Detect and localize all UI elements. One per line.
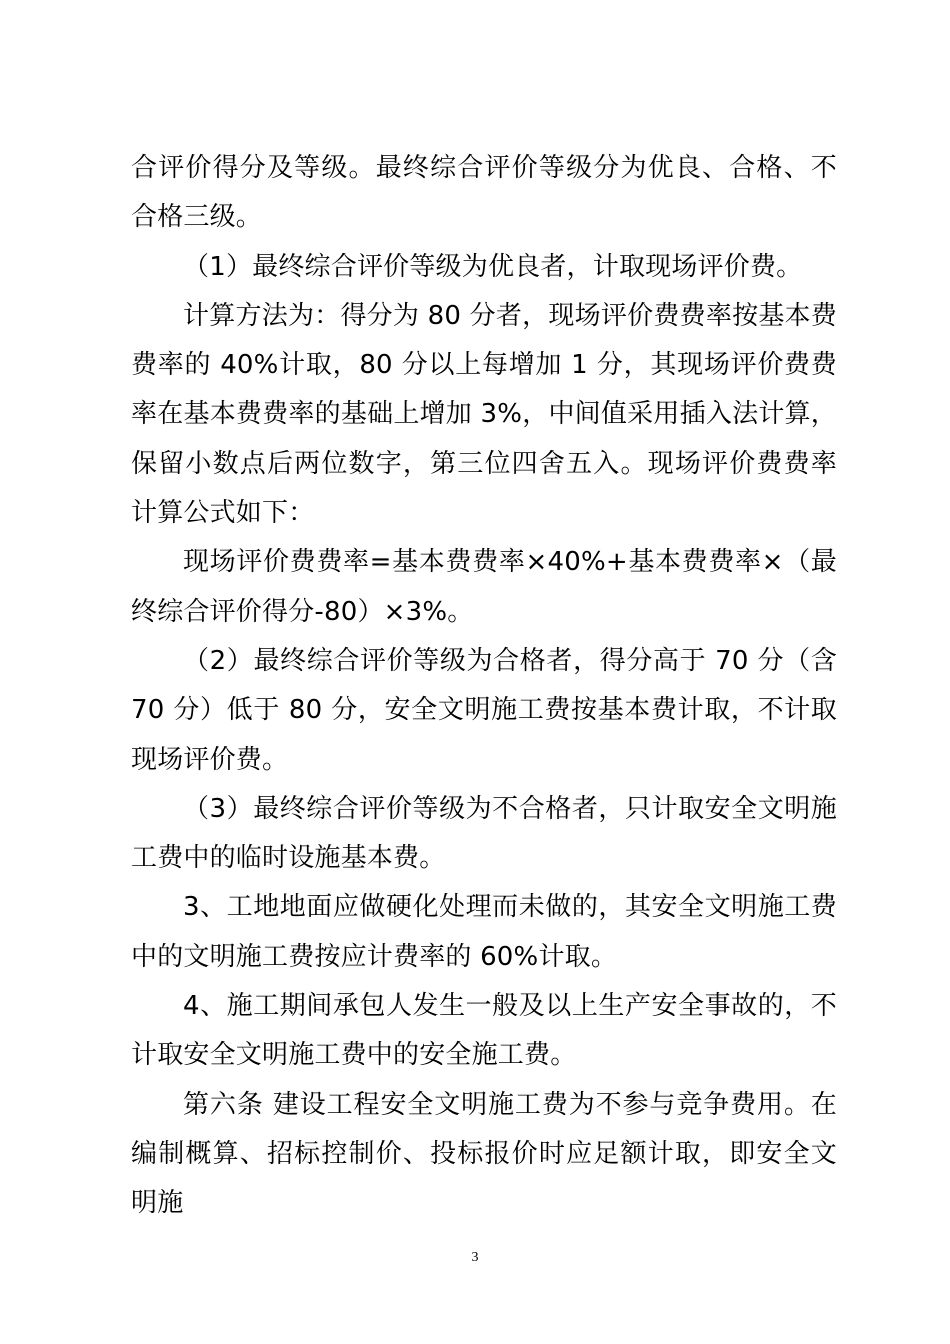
paragraph-9: 第六条 建设工程安全文明施工费为不参与竞争费用。在编制概算、招标控制价、投标报价时应足额计取，即安全文明施: [131, 1089, 837, 1219]
paragraph-2: （1）最终综合评价等级为优良者，计取现场评价费。: [183, 251, 803, 282]
paragraph-5: （2）最终综合评价等级为合格者，得分高于 70 分（含 70 分）低于 80 分，安全文明施工费按基本费计取，不计取现场评价费。: [131, 645, 837, 775]
paragraph-1: 合评价得分及等级。最终综合评价等级分为优良、合格、不合格三级。: [131, 153, 837, 233]
paragraph-3: 计算方法为：得分为 80 分者，现场评价费费率按基本费费率的 40%计取，80 分以上每增加 1 分，其现场评价费费率在基本费费率的基础上增加 3%，中间值采用插入法计算，保留小数点后两位数字，第三位四舍五入。现场评价费费率计算公式如下：: [131, 300, 837, 529]
paragraph-8: 4、施工期间承包人发生一般及以上生产安全事故的，不计取安全文明施工费中的安全施工费。: [131, 991, 837, 1071]
paragraph-4: 现场评价费费率=基本费费率×40%+基本费费率×（最终综合评价得分-80）×3%。: [131, 547, 837, 627]
paragraph-6: （3）最终综合评价等级为不合格者，只计取安全文明施工费中的临时设施基本费。: [131, 793, 837, 874]
paragraph-7: 3、工地地面应做硬化处理而未做的，其安全文明施工费中的文明施工费按应计费率的 60%计取。: [131, 892, 837, 972]
body-text: [131, 144, 837, 1229]
page-number: 3: [471, 1250, 479, 1265]
